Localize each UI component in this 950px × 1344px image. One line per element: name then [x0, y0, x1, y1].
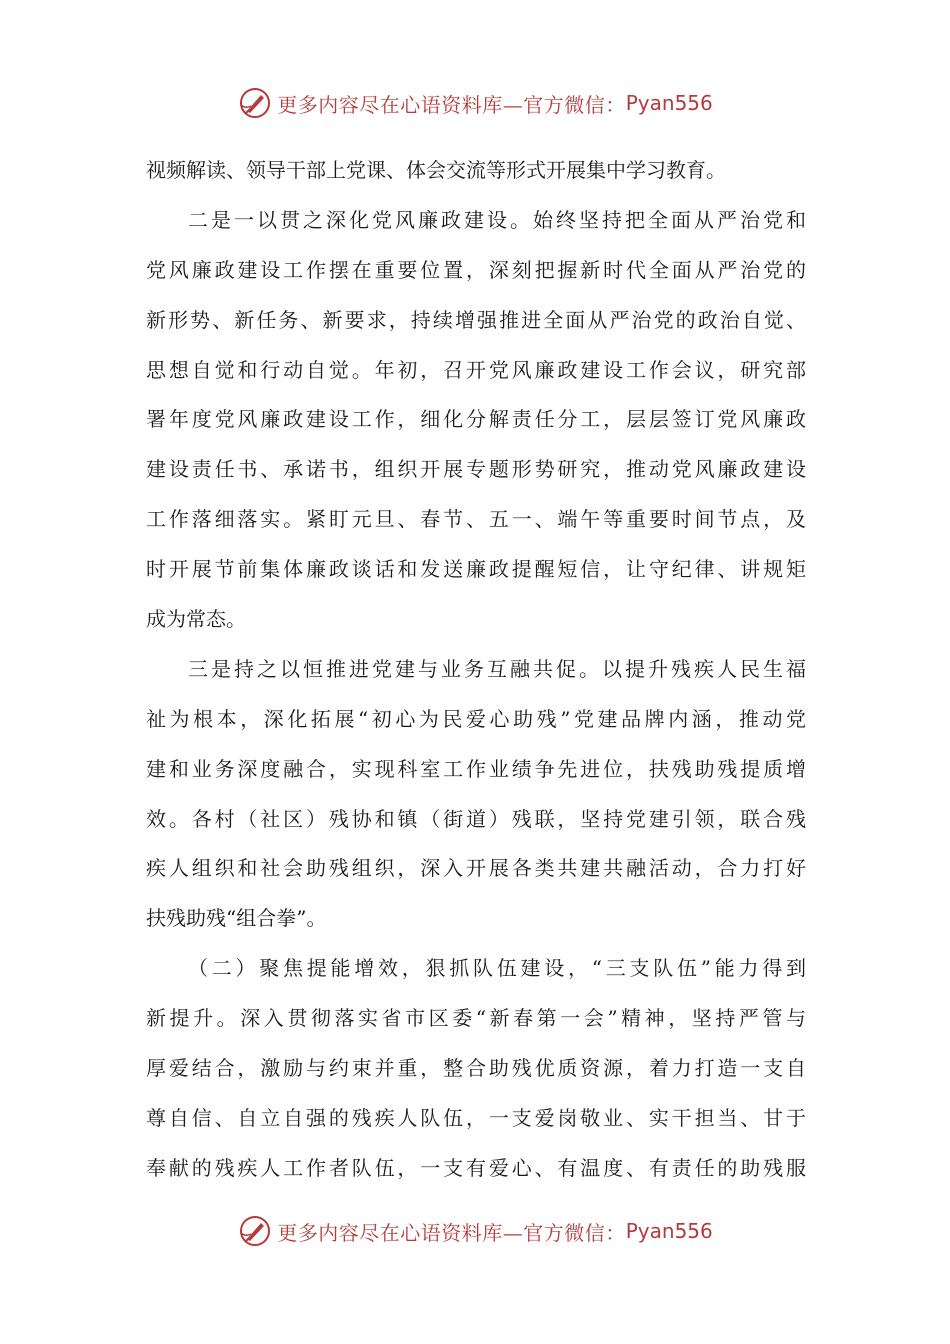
text-line: 新形势、新任务、新要求，持续增强推进全面从严治党的政治自觉、 — [146, 307, 806, 332]
text-line: 时开展节前集体廉政谈话和发送廉政提醒短信，让守纪律、讲规矩 — [146, 557, 806, 582]
text-line: 成为常态。 — [146, 607, 246, 632]
text-line: 二是一以贯之深化党风廉政建设。始终坚持把全面从严治党和 — [188, 207, 806, 232]
text-line: 建和业务深度融合，实现科室工作业绩争先进位，扶残助残提质增 — [146, 756, 806, 781]
text-line: 尊自信、自立自强的残疾人队伍，一支爱岗敬业、实干担当、甘于 — [146, 1105, 806, 1130]
text-line: 视频解读、领导干部上党课、体会交流等形式开展集中学习教育。 — [146, 158, 726, 182]
watermark-contact: Pyan556 — [625, 91, 713, 115]
paragraph — [146, 645, 806, 944]
text-line: 署年度党风廉政建设工作，细化分解责任分工，层层签订党风廉政 — [146, 407, 806, 432]
paragraph — [146, 944, 806, 1193]
watermark-text: 更多内容尽在心语资料库—官方微信： — [277, 92, 626, 117]
paragraph — [146, 146, 806, 196]
text-line: 疾人组织和社会助残组织，深入开展各类共建共融活动，合力打好 — [146, 856, 806, 881]
text-line: 党风廉政建设工作摆在重要位置，深刻把握新时代全面从严治党的 — [146, 257, 806, 282]
footer-watermark — [0, 1211, 950, 1251]
text-line: 思想自觉和行动自觉。年初，召开党风廉政建设工作会议，研究部 — [146, 357, 806, 382]
text-line: 建设责任书、承诺书，组织开展专题形势研究，推动党风廉政建设 — [146, 457, 806, 482]
header-watermark — [0, 83, 950, 123]
text-line: 新提升。深入贯彻落实省市区委“新春第一会”精神，坚持严管与 — [146, 1006, 806, 1031]
text-line: 效。各村（社区）残协和镇（街道）残联，坚持党建引领，联合残 — [146, 806, 806, 831]
paragraph — [146, 196, 806, 645]
quill-pen-logo-icon — [237, 85, 273, 121]
watermark-text: 更多内容尽在心语资料库—官方微信： — [277, 1220, 626, 1245]
text-line: 扶残助残“组合拳”。 — [146, 906, 327, 931]
text-line: 厚爱结合，激励与约束并重，整合助残优质资源，着力打造一支自 — [146, 1056, 806, 1081]
text-line: 奉献的残疾人工作者队伍，一支有爱心、有温度、有责任的助残服 — [146, 1155, 806, 1180]
text-line: （二）聚焦提能增效，狠抓队伍建设，“三支队伍”能力得到 — [188, 956, 806, 981]
document-body — [146, 146, 806, 1194]
text-line: 工作落细落实。紧盯元旦、春节、五一、端午等重要时间节点，及 — [146, 507, 806, 532]
text-line: 祉为根本，深化拓展“初心为民爱心助残”党建品牌内涵，推动党 — [146, 706, 806, 731]
watermark-contact: Pyan556 — [625, 1219, 713, 1243]
text-line: 三是持之以恒推进党建与业务互融共促。以提升残疾人民生福 — [188, 656, 806, 681]
quill-pen-logo-icon — [237, 1213, 273, 1249]
